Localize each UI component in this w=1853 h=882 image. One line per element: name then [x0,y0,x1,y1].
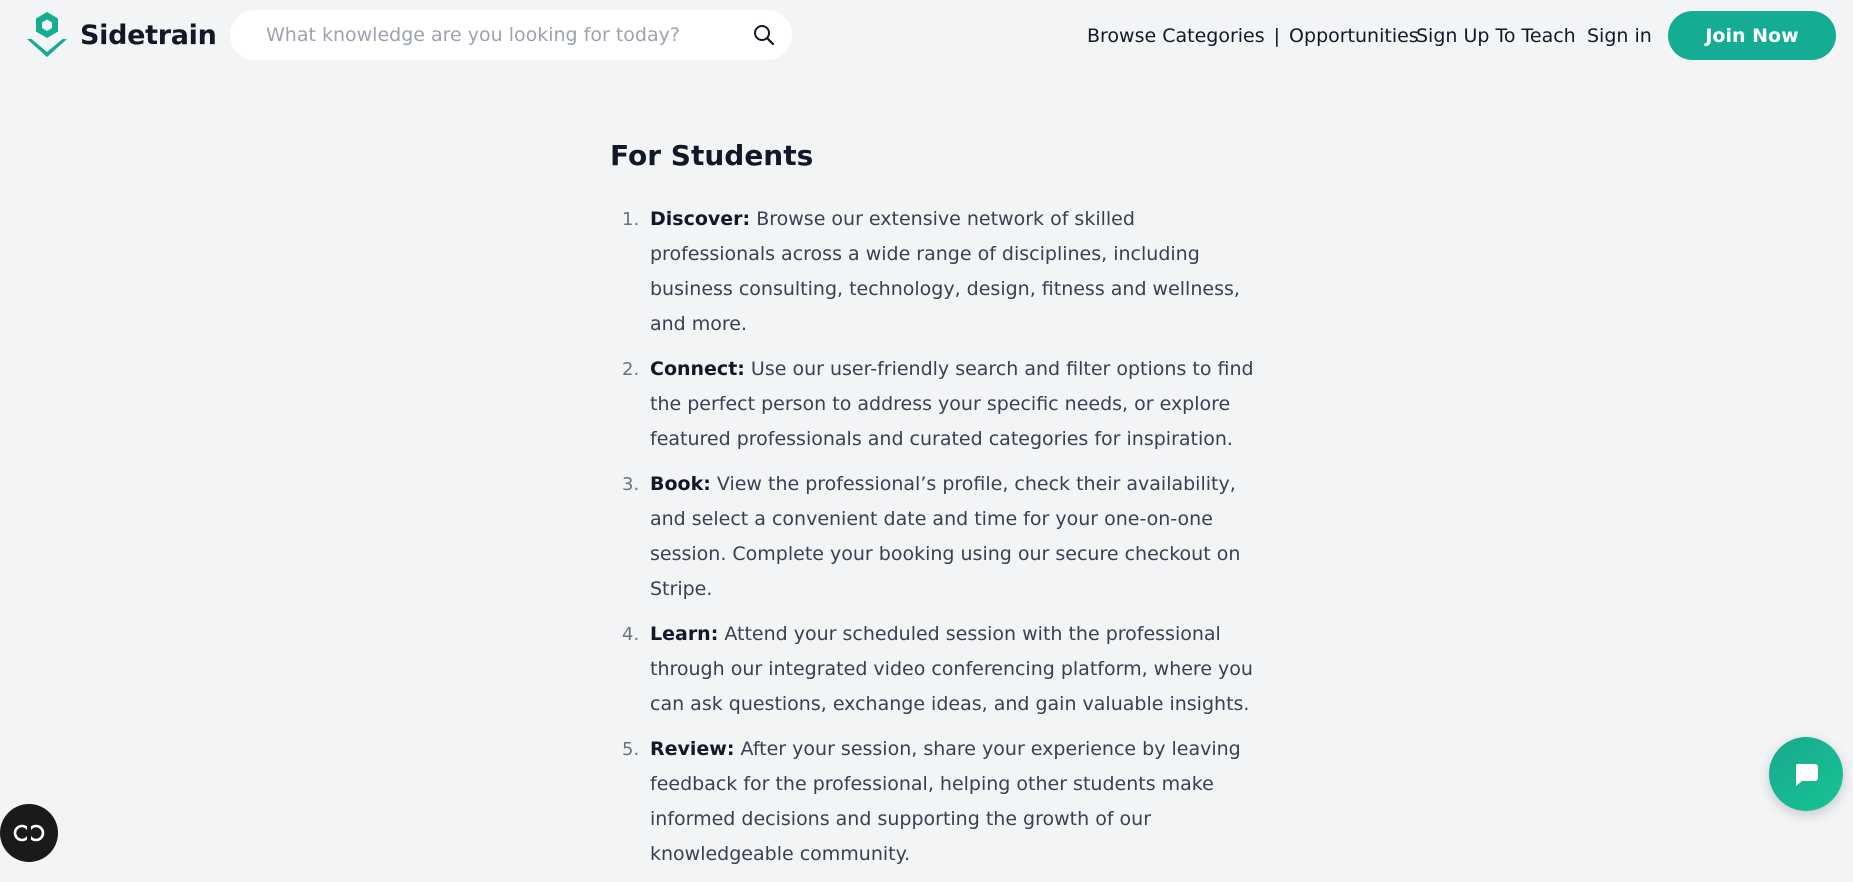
step-text: View the professional’s profile, check their availability, and select a convenient date and time for your one-on-one session. Complete your booking using our secure checkout on Stripe. [650,473,1241,600]
step-number: 1. [622,209,640,230]
list-item [610,617,1260,722]
nav-sign-in[interactable]: Sign in [1587,25,1652,47]
nav-sign-up-to-teach-wrap [1416,20,1576,52]
step-number: 3. [622,474,640,495]
search-bar [230,10,792,60]
list-item [610,352,1260,457]
step-text: After your session, share your experience by leaving feedback for the professional, helping other students make informed decisions and supporting the growth of our knowledgeable community. [650,738,1241,865]
nav-separator: | [1273,25,1281,47]
step-number: 2. [622,359,640,380]
step-term: Connect: [650,358,745,380]
join-now-button[interactable]: Join Now [1668,11,1836,60]
step-term: Learn: [650,623,719,645]
step-text: Use our user-friendly search and filter options to find the perfect person to address your specific needs, or explore featured professionals and curated categories for inspiration. [650,358,1254,450]
chat-button[interactable] [1769,737,1843,811]
sidetrain-logo-icon [24,10,70,60]
nav-opportunities[interactable]: Opportunities [1289,25,1419,47]
site-header [0,0,1853,72]
student-steps-list [610,202,1260,872]
search-icon[interactable] [752,23,776,47]
logo-text: Sidetrain [80,19,217,51]
step-term: Book: [650,473,711,495]
search-input[interactable] [264,23,738,47]
list-item [610,732,1260,872]
main-content [610,132,1260,882]
chat-bubble-icon [1791,759,1821,789]
step-text: Browse our extensive network of skilled professionals across a wide range of disciplines, including business consulting, technology, design, fitness and wellness, and more. [650,208,1240,335]
page-title: For Students [610,139,814,172]
nav-sign-in-wrap [1587,20,1652,52]
step-text: Attend your scheduled session with the professional through our integrated video conferencing platform, where you can ask questions, exchange ideas, and gain valuable insights. [650,623,1253,715]
accessibility-button[interactable] [0,804,58,862]
step-term: Discover: [650,208,751,230]
list-item [610,467,1260,607]
list-item [610,202,1260,342]
nav-browse-categories[interactable]: Browse Categories [1087,25,1265,47]
logo-link[interactable] [24,10,217,60]
step-number: 5. [622,739,640,760]
accessibility-icon [13,822,45,844]
main-nav [1087,20,1419,52]
nav-sign-up-to-teach[interactable]: Sign Up To Teach [1416,25,1576,47]
step-number: 4. [622,624,640,645]
step-term: Review: [650,738,735,760]
